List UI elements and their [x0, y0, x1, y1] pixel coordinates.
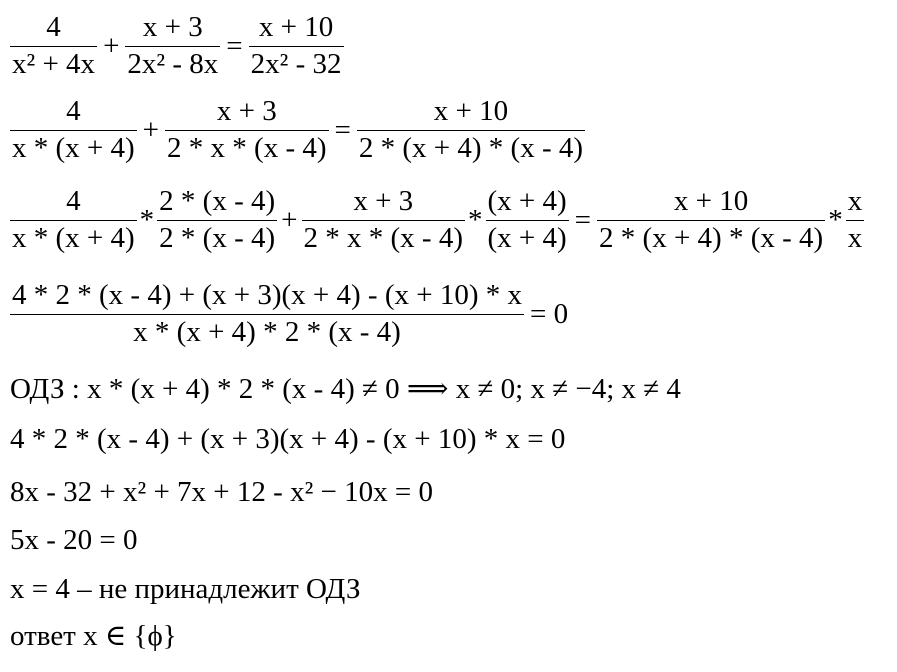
fraction-bar [846, 220, 865, 222]
fraction-bar [10, 314, 524, 316]
fraction-bar [249, 46, 344, 48]
numerator: 4 [46, 11, 61, 43]
denominator: 2 * (x + 4) * (x - 4) [599, 222, 824, 255]
fraction [165, 96, 328, 165]
operator: + [281, 204, 298, 237]
fraction-bar [486, 220, 569, 222]
denominator: 2x² - 32 [250, 48, 342, 81]
numerator: x + 3 [353, 185, 414, 217]
fraction-bar [302, 220, 465, 222]
fraction [10, 280, 524, 349]
fraction-bar [10, 46, 97, 48]
operator: * [139, 204, 155, 237]
denominator: x * (x + 4) * 2 * (x - 4) [133, 316, 401, 349]
numerator: x + 3 [216, 95, 277, 127]
fraction [10, 186, 137, 255]
numerator: x + 10 [258, 11, 334, 43]
numerator: x + 10 [673, 185, 749, 217]
fraction [157, 186, 277, 255]
numerator: 2 * (x - 4) [159, 185, 276, 217]
fraction-bar [597, 220, 825, 222]
equation-line-5: 4 * 2 * (x - 4) + (x + 3)(x + 4) - (x + 10) * x = 0 [10, 423, 566, 455]
fraction-bar [157, 220, 277, 222]
numerator: x [847, 185, 863, 217]
equation-line-6: 8x - 32 + x² + 7x + 12 - x² − 10x = 0 [10, 476, 433, 508]
fraction [357, 96, 585, 165]
fraction [10, 12, 97, 81]
operator: + [103, 30, 120, 63]
fraction [486, 186, 569, 255]
denominator: x [847, 222, 863, 255]
fraction [597, 186, 825, 255]
operator: = [226, 30, 243, 63]
equation-line-3 [10, 186, 864, 255]
operator: * [828, 204, 843, 237]
fraction [249, 12, 344, 81]
answer-line: ответ x ∈ {ϕ} [10, 620, 177, 652]
numerator: 4 [66, 185, 81, 217]
equation-line-1 [10, 12, 344, 81]
equation-line-2 [10, 96, 585, 165]
numerator: (x + 4) [487, 185, 567, 217]
operator: = [574, 204, 592, 237]
denominator: 2 * x * (x - 4) [167, 132, 327, 165]
denominator: x * (x + 4) [12, 222, 135, 255]
fraction [125, 12, 220, 81]
denominator: 2 * (x - 4) [159, 222, 276, 255]
equals-zero: = 0 [530, 298, 569, 331]
fraction-bar [10, 220, 137, 222]
numerator: x + 10 [433, 95, 509, 127]
denominator: 2 * x * (x - 4) [303, 222, 463, 255]
fraction-bar [357, 130, 585, 132]
fraction [846, 186, 865, 255]
fraction-bar [125, 46, 220, 48]
denominator: 2x² - 8x [127, 48, 219, 81]
equation-line-4 [10, 280, 574, 349]
numerator: 4 [66, 95, 81, 127]
numerator: 4 * 2 * (x - 4) + (x + 3)(x + 4) - (x + 10) * x [12, 279, 522, 311]
domain-condition: ОДЗ : x * (x + 4) * 2 * (x - 4) ≠ 0 ⟹ x ≠ 0; x ≠ −4; x ≠ 4 [10, 373, 681, 405]
denominator: x * (x + 4) [12, 132, 135, 165]
operator: + [142, 114, 160, 147]
fraction [10, 96, 137, 165]
fraction-bar [10, 130, 137, 132]
numerator: x + 3 [142, 11, 203, 43]
fraction-bar [165, 130, 328, 132]
fraction [302, 186, 465, 255]
operator: * [468, 204, 483, 237]
denominator: 2 * (x + 4) * (x - 4) [358, 132, 584, 165]
result-line: x = 4 – не принадлежит ОДЗ [10, 573, 361, 605]
equation-line-7: 5x - 20 = 0 [10, 524, 138, 556]
operator: = [334, 114, 351, 147]
denominator: (x + 4) [487, 222, 567, 255]
denominator: x² + 4x [12, 48, 96, 81]
